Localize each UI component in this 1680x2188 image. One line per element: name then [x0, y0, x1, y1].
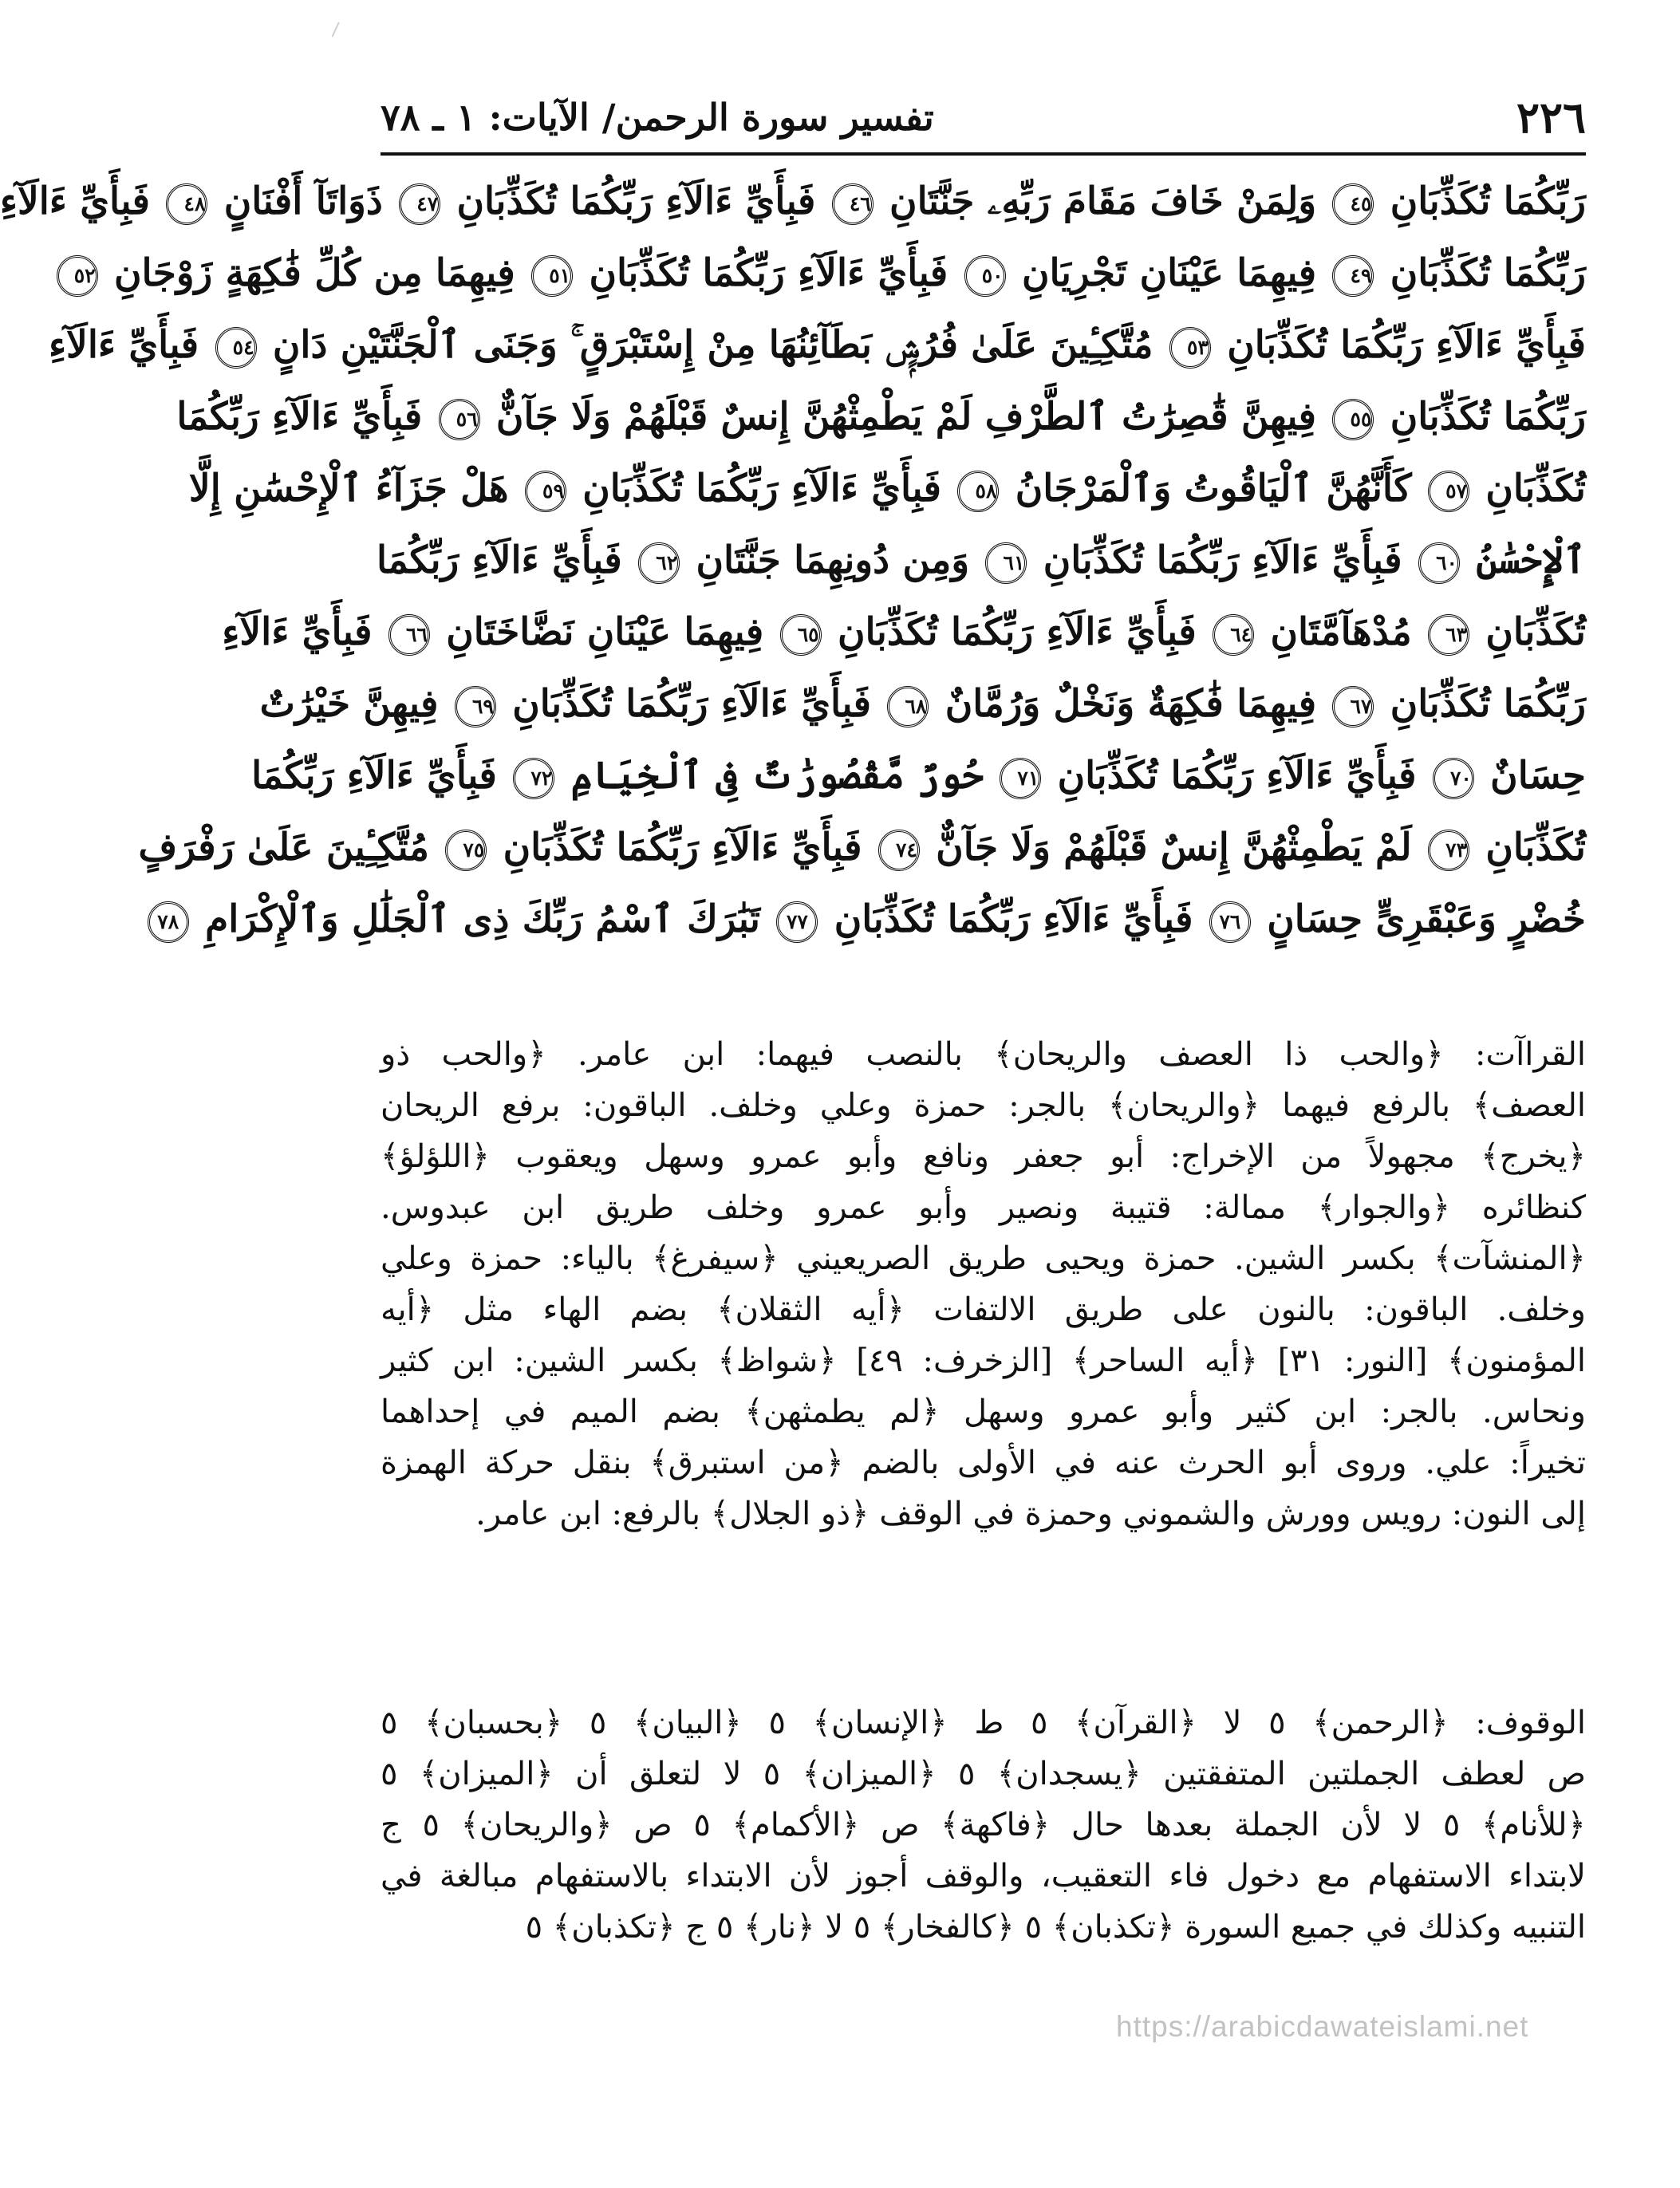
verse-line	[157, 884, 1586, 956]
header-rule	[381, 152, 1586, 156]
qiraat-line: العصف﴾ بالرفع فيهما ﴿والريحان﴾ بالجر: حمزة وعلي وخلف. الباقون: برفع الريحان	[381, 1087, 1586, 1124]
qiraat-line: ﴿يخرج﴾ مجهولاً من الإخراج: أبو جعفر ونافع وأبو عمرو وسهل ويعقوب ﴿اللؤلؤ﴾	[381, 1138, 1586, 1175]
verse-text: فِيهِمَا فَٰكِهَةٌ وَنَخْلٌ وَرُمَّانٌ	[945, 682, 1317, 726]
verse-line	[251, 740, 1586, 812]
verse-line	[48, 309, 1586, 381]
ayah-number-marker: ٥٥	[1332, 399, 1374, 440]
qiraat-line: تخيراً: علي. وروى أبو الحرث عنه في الأولى بالضم ﴿من استبرق﴾ بنقل حركة الهمزة	[381, 1445, 1586, 1481]
ayah-number-marker: ٥٧	[1428, 471, 1469, 512]
ayah-number-marker: ٤٨	[166, 183, 207, 225]
verse-text: رَبِّكُمَا تُكَذِّبَانِ	[1390, 179, 1586, 223]
verse-text: فَبِأَيِّ ءَالَآءِ رَبِّكُمَا تُكَذِّبَانِ	[837, 610, 1197, 654]
verse-line	[0, 166, 1586, 238]
qiraat-line: ونحاس. بالجر: ابن كثير وأبو عمرو وسهل ﴿لم يطمثهن﴾ بضم الميم في إحداهما	[381, 1394, 1586, 1430]
verse-text: فِيهِمَا مِن كُلِّ فَٰكِهَةٍ زَوْجَانِ	[113, 251, 515, 295]
verse-text: رَبِّكُمَا تُكَذِّبَانِ	[1390, 251, 1586, 295]
verse-text: فَبِأَيِّ ءَالَآءِ رَبِّكُمَا تُكَذِّبَانِ	[456, 179, 816, 223]
wuquf-line: ص لعطف الجملتين المتفقتين ﴿يسجدان﴾ ٥ ﴿الميزان﴾ ٥ لا لتعلق أن ﴿الميزان﴾ ٥	[381, 1756, 1587, 1792]
ayah-number-marker: ٦٨	[887, 686, 929, 727]
verse-text: كَأَنَّهُنَّ ٱلْيَاقُوتُ وَٱلْمَرْجَانُ	[1015, 467, 1412, 511]
ayah-number-marker: ٦٤	[1213, 614, 1254, 656]
verse-text: فَبِأَيِّ ءَالَآءِ رَبِّكُمَا تُكَذِّبَانِ	[1057, 754, 1417, 798]
stray-ink-mark	[332, 22, 350, 42]
qiraat-line: كنظائره ﴿والجوار﴾ ممالة: قتيبة ونصير وأبو عمرو وخلف طريق ابن عبدوس.	[381, 1189, 1586, 1226]
verse-text: خُضْرٍ وَعَبْقَرِىٍّ حِسَانٍ	[1267, 897, 1586, 941]
verse-text: وَلِمَنْ خَافَ مَقَامَ رَبِّهِۦ جَنَّتَانِ	[889, 179, 1317, 223]
verse-text: فَبِأَيِّ ءَالَآءِ	[48, 323, 199, 367]
ayah-number-marker: ٧٥	[445, 830, 487, 871]
ayah-number-marker: ٧٢	[513, 758, 554, 799]
ayah-number-marker: ٧٤	[878, 830, 920, 871]
ayah-number-marker: ٦٢	[638, 542, 680, 584]
verse-text: ٱلْإِحْسَٰنُ	[1476, 538, 1586, 582]
running-title: تفسير سورة الرحمن/ الآيات: ١ ـ ٧٨	[381, 96, 934, 139]
qiraat-line: القراآت: ﴿والحب ذا العصف والريحان﴾ بالنصب فيهما: ابن عامر. ﴿والحب ذو	[381, 1036, 1586, 1073]
verse-text: فَبِأَيِّ ءَالَآءِ رَبِّكُمَا	[377, 538, 622, 582]
ayah-number-marker: ٥٩	[525, 471, 566, 512]
ayah-number-marker: ٦٧	[1332, 686, 1374, 727]
ayah-number-marker: ٧٦	[1209, 901, 1251, 943]
ayah-number-marker: ٤٦	[832, 183, 874, 225]
verse-text: حِسَانٌ	[1490, 754, 1586, 798]
verse-text: فَبِأَيِّ ءَالَآءِ رَبِّكُمَا تُكَذِّبَانِ	[1227, 323, 1586, 367]
quran-verses-block	[0, 166, 1586, 956]
verse-text: ذَوَاتَآ أَفْنَانٍ	[223, 179, 383, 223]
qiraat-line: ﴿المنشآت﴾ بكسر الشين. حمزة ويحيى طريق الصريعيني ﴿سيفرغ﴾ بالياء: حمزة وعلي	[381, 1240, 1586, 1277]
ayah-number-marker: ٦٠	[1418, 542, 1460, 584]
ayah-number-marker: ٦٣	[1428, 614, 1469, 656]
wuquf-line: الوقوف: ﴿الرحمن﴾ ٥ لا ﴿القرآن﴾ ٥ ط ﴿الإنسان﴾ ٥ ﴿البيان﴾ ٥ ﴿بحسبان﴾ ٥	[381, 1705, 1587, 1741]
verse-text: مُتَّكِـِٔينَ عَلَىٰ فُرُشٍۭ بَطَآئِنُهَا مِنْ إِسْتَبْرَقٍ ۚ وَجَنَى ٱلْجَنَّتَيْنِ دَانٍ	[272, 323, 1154, 367]
verse-text: رَبِّكُمَا تُكَذِّبَانِ	[1390, 395, 1586, 439]
verse-text: فَبِأَيِّ ءَالَآءِ رَبِّكُمَا تُكَذِّبَانِ	[503, 826, 862, 869]
verse-text: فَبِأَيِّ ءَالَآءِ رَبِّكُمَا	[251, 754, 497, 798]
verse-line	[188, 453, 1586, 525]
ayah-number-marker: ٥١	[531, 255, 573, 297]
verse-text: فَبِأَيِّ ءَالَآءِ رَبِّكُمَا تُكَذِّبَانِ	[1043, 538, 1402, 582]
ayah-number-marker: ٥٠	[964, 255, 1006, 297]
verse-line	[377, 525, 1586, 597]
verse-text: مُتَّكِـِٔينَ عَلَىٰ رَفْرَفٍ	[138, 826, 429, 869]
verse-line	[138, 812, 1586, 884]
verse-text: تُكَذِّبَانِ	[1485, 467, 1586, 511]
ayah-number-marker: ٦٩	[455, 686, 496, 727]
verse-text: حُورٌ مَّقْصُورَٰتٌ فِى ٱلْخِيَامِ	[570, 754, 984, 798]
running-header	[381, 84, 1586, 156]
ayah-number-marker: ٥٢	[57, 255, 98, 297]
ayah-number-marker: ٧٣	[1428, 830, 1469, 871]
verse-line	[222, 597, 1586, 668]
ayah-number-marker: ٦٥	[780, 614, 822, 656]
ayah-number-marker: ٥٨	[957, 471, 999, 512]
verse-line	[73, 238, 1586, 309]
ayah-number-marker: ٧٨	[148, 901, 189, 943]
verse-text: تُكَذِّبَانِ	[1485, 610, 1586, 654]
ayah-number-marker: ٦١	[985, 542, 1027, 584]
verse-text: فَبِأَيِّ ءَالَآءِ	[0, 179, 151, 223]
verse-text: فَبِأَيِّ ءَالَآءِ رَبِّكُمَا تُكَذِّبَانِ	[512, 682, 871, 726]
verse-line	[176, 381, 1586, 453]
wuquf-line: التنبيه وكذلك في جميع السورة ﴿تكذبان﴾ ٥ ﴿كالفخار﴾ ٥ لا ﴿نار﴾ ٥ ج ﴿تكذبان﴾ ٥	[525, 1909, 1586, 1946]
verse-text: فِيهِنَّ خَيْرَٰتٌ	[259, 682, 439, 726]
verse-text: لَمْ يَطْمِثْهُنَّ إِنسٌ قَبْلَهُمْ وَلَا جَآنٌّ	[936, 826, 1412, 869]
verse-text: فِيهِنَّ قَٰصِرَٰتُ ٱلطَّرْفِ لَمْ يَطْمِثْهُنَّ إِنسٌ قَبْلَهُمْ وَلَا جَآنٌّ	[495, 395, 1317, 439]
wuquf-section	[381, 1697, 1586, 1953]
verse-text: رَبِّكُمَا تُكَذِّبَانِ	[1390, 682, 1586, 726]
verse-text: وَمِن دُونِهِمَا جَنَّتَانِ	[696, 538, 970, 582]
watermark-url: https://arabicdawateislami.net	[1116, 2010, 1529, 2043]
verse-text: تَبَٰرَكَ ٱسْمُ رَبِّكَ ذِى ٱلْجَلَٰلِ وَٱلْإِكْرَامِ	[205, 897, 761, 941]
qiraat-line: إلى النون: رويس وورش والشموني وحمزة في الوقف ﴿ذو الجلال﴾ بالرفع: ابن عامر.	[475, 1496, 1586, 1532]
qiraat-section	[381, 1029, 1586, 1539]
verse-text: فَبِأَيِّ ءَالَآءِ رَبِّكُمَا تُكَذِّبَانِ	[589, 251, 948, 295]
verse-text: هَلْ جَزَآءُ ٱلْإِحْسَٰنِ إِلَّا	[188, 467, 509, 511]
ayah-number-marker: ٤٧	[399, 183, 440, 225]
qiraat-line: وخلف. الباقون: بالنون على طريق الالتفات ﴿أيه الثقلان﴾ بضم الهاء مثل ﴿أيه	[381, 1291, 1586, 1328]
ayah-number-marker: ٦٦	[388, 614, 430, 656]
verse-text: فِيهِمَا عَيْنَانِ تَجْرِيَانِ	[1021, 251, 1317, 295]
page-number: ٢٢٦	[1516, 92, 1586, 143]
ayah-number-marker: ٥٣	[1169, 327, 1211, 369]
ayah-number-marker: ٧٠	[1433, 758, 1474, 799]
verse-text: فَبِأَيِّ ءَالَآءِ رَبِّكُمَا تُكَذِّبَانِ	[834, 897, 1193, 941]
verse-text: فَبِأَيِّ ءَالَآءِ رَبِّكُمَا	[176, 395, 423, 439]
verse-text: فَبِأَيِّ ءَالَآءِ	[222, 610, 373, 654]
wuquf-line: ﴿للأنام﴾ ٥ لا لأن الجملة بعدها حال ﴿فاكهة﴾ ص ﴿الأكمام﴾ ٥ ص ﴿والريحان﴾ ٥ ج	[381, 1807, 1586, 1843]
ayah-number-marker: ٥٤	[215, 327, 257, 369]
wuquf-line: لابتداء الاستفهام مع دخول فاء التعقيب، والوقف أجوز لأن الابتداء بالاستفهام مبالغة في	[381, 1858, 1586, 1894]
verse-line	[259, 668, 1586, 740]
verse-text: مُدْهَآمَّتَانِ	[1270, 610, 1412, 654]
ayah-number-marker: ٤٩	[1332, 255, 1374, 297]
ayah-number-marker: ٧٧	[776, 901, 818, 943]
verse-text: فِيهِمَا عَيْنَانِ نَضَّاخَتَانِ	[446, 610, 764, 654]
ayah-number-marker: ٤٥	[1332, 183, 1374, 225]
ayah-number-marker: ٥٦	[439, 399, 480, 440]
verse-text: فَبِأَيِّ ءَالَآءِ رَبِّكُمَا تُكَذِّبَانِ	[582, 467, 942, 511]
verse-text: تُكَذِّبَانِ	[1485, 826, 1586, 869]
qiraat-line: المؤمنون﴾ [النور: ٣١] ﴿أيه الساحر﴾ [الزخرف: ٤٩] ﴿شواظ﴾ بكسر الشين: ابن كثير	[381, 1342, 1587, 1379]
ayah-number-marker: ٧١	[1000, 758, 1041, 799]
